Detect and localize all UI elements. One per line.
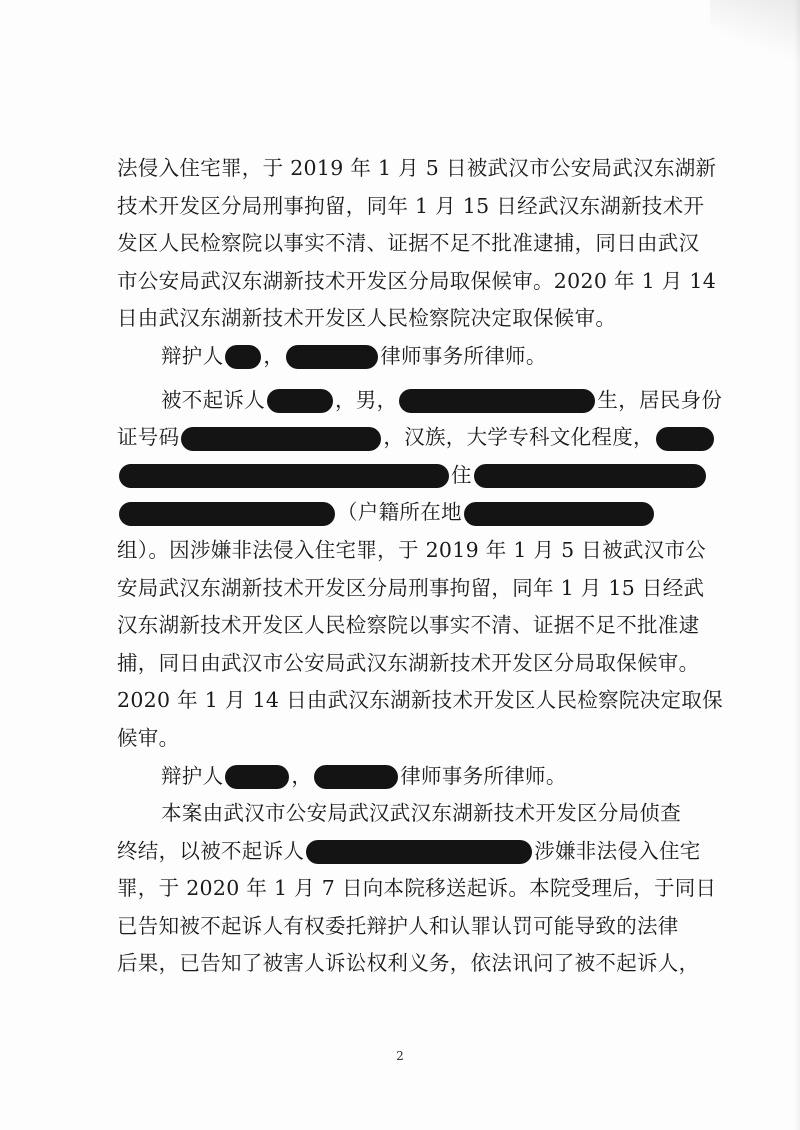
redaction-mark [267,389,333,413]
text-line: 发区人民检察院以事实不清、证据不足不批准逮捕，同日由武汉 [117,231,700,256]
text-fragment: ，男， [335,387,398,412]
text-line: 捕，同日由武汉市公安局武汉东湖新技术开发区分局取保候审。 [117,650,700,675]
text-line: 安局武汉东湖新技术开发区分局刑事拘留，同年 1 月 15 日经武 [117,575,705,600]
text-line: 候审。 [117,725,180,750]
defender-sep: ， [291,763,313,788]
redaction-mark [225,345,261,369]
redaction-mark [656,427,714,451]
text-fragment: 住 [451,462,472,487]
text-line: 法侵入住宅罪，于 2019 年 1 月 5 日被武汉市公安局武汉东湖新 [117,156,717,180]
person-line-2 [117,419,717,457]
text-line: 本案由武汉市公安局武汉武汉东湖新技术开发区分局侦查 [161,801,681,826]
defender-line-1 [117,338,717,376]
defender-suffix: 律师事务所律师。 [400,763,567,788]
redaction-mark [399,389,595,413]
scan-edge-shadow [794,0,800,1130]
text-fragment: 终结，以被不起诉人 [117,838,305,863]
page-number: 2 [396,1049,404,1063]
text-line: 后果，已告知了被害人诉讼权利义务，依法讯问了被不起诉人， [117,951,700,976]
text-line: 市公安局武汉东湖新技术开发区分局取保候审。2020 年 1 月 14 [117,268,717,293]
text-fragment: 证号码 [117,425,180,450]
text-fragment: 被不起诉人 [161,387,265,412]
defender-prefix: 辩护人 [161,343,224,368]
redaction-mark [286,345,378,369]
redaction-mark [474,464,706,488]
text-line: 已告知被不起诉人有权委托辩护人和认罪认罚可能导致的法律 [117,913,679,938]
defender-sep: ， [263,343,285,368]
defender-suffix: 律师事务所律师。 [380,343,547,368]
person-line-3 [117,457,717,495]
text-line: 组）。因涉嫌非法侵入住宅罪，于 2019 年 1 月 5 日被武汉市公 [117,537,707,562]
text-line: 日由武汉东湖新技术开发区人民检察院决定取保候审。 [117,306,617,331]
text-line: 罪，于 2020 年 1 月 7 日向本院移送起诉。本院受理后，于同日 [117,876,717,901]
defender-line-2 [117,758,717,796]
case-line-2 [117,833,717,871]
text-line: 汉东湖新技术开发区人民检察院以事实不清、证据不足不批准逮 [117,613,700,638]
person-line-1 [117,382,723,420]
text-line: 2020 年 1 月 14 日由武汉东湖新技术开发区人民检察院决定取保 [117,688,723,713]
text-line: 技术开发区分局刑事拘留，同年 1 月 15 日经武汉东湖新技术开 [117,193,705,218]
redaction-mark [464,502,654,526]
document-body [117,150,723,983]
redaction-mark [119,502,335,526]
text-fragment: ，汉族，大学专科文化程度， [383,425,654,450]
text-fragment: 生，居民身份 [597,387,723,412]
redaction-mark [225,765,289,789]
text-fragment: 涉嫌非法侵入住宅 [534,838,701,863]
redaction-mark [314,765,398,789]
defender-prefix: 辩护人 [161,763,224,788]
text-fragment: （户籍所在地 [337,500,462,525]
redaction-mark [181,427,381,451]
redaction-mark [119,464,449,488]
person-line-4 [117,494,717,532]
page-corner-fold [710,0,800,60]
redaction-mark [306,840,532,864]
